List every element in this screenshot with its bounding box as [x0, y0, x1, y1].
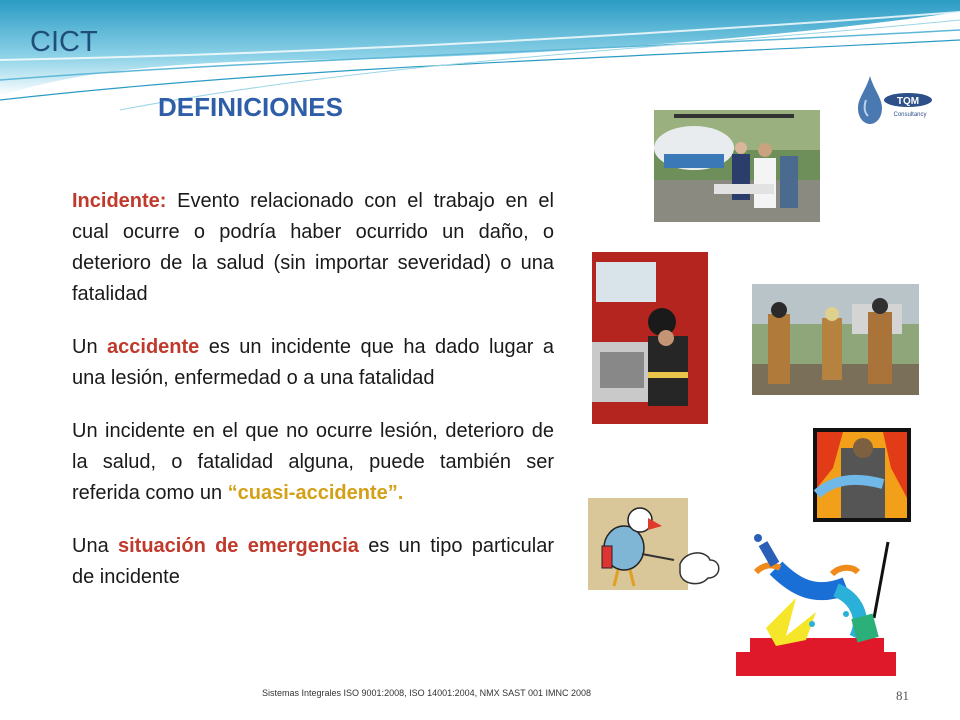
footer-text: Sistemas Integrales ISO 9001:2008, ISO 14001:2004, NMX SAST 001 IMNC 2008: [262, 688, 592, 698]
paragraph-text: es un incidente que ha dado lugar a una lesión, enfermedad o a una fatalidad: [72, 336, 554, 389]
paragraph-text: Un: [72, 336, 108, 358]
term-accidente: accidente: [107, 336, 200, 358]
term-cuasi-accidente: “cuasi-accidente”.: [227, 482, 404, 504]
header-wave-banner: [0, 0, 960, 120]
brand-title: CICT: [30, 26, 98, 58]
term-situacion-emergencia: situación de emergencia: [118, 535, 359, 557]
paragraph-text: Un incidente en el que no ocurre lesión, deterioro de la salud, o fatalidad alguna, puede también ser referida como un: [72, 420, 554, 504]
paragraph-text: Evento relacionado con el trabajo en el cual ocurre o podría haber ocurrido un daño, o deterioro de la salud (sin importar severidad) o una fatalidad: [72, 190, 554, 305]
paragraph-accidente: [72, 332, 554, 394]
paragraph-emergencia: [72, 531, 554, 593]
fire-truck-photo: [592, 252, 708, 424]
term-incidente: Incidente:: [72, 190, 167, 212]
tqm-logo: [852, 70, 938, 130]
paragraph-incidente: [72, 186, 554, 310]
firefighters-photo: [752, 284, 919, 395]
slip-accident-clipart: [736, 528, 898, 680]
logo-text: TQM: [896, 96, 920, 107]
paragraph-text: es un tipo particular de incidente: [72, 535, 555, 588]
paragraph-text: Una: [72, 535, 118, 557]
helicopter-rescue-photo: [654, 110, 820, 222]
bird-extinguisher-clipart: [588, 498, 724, 590]
page-number: 81: [896, 688, 909, 703]
definitions-body: [72, 186, 554, 615]
paragraph-cuasi-accidente: [72, 416, 554, 509]
firefighter-hose-clipart: [813, 428, 911, 522]
page-title: DEFINICIONES: [158, 92, 343, 122]
logo-subtext: Consultancy: [893, 112, 927, 118]
